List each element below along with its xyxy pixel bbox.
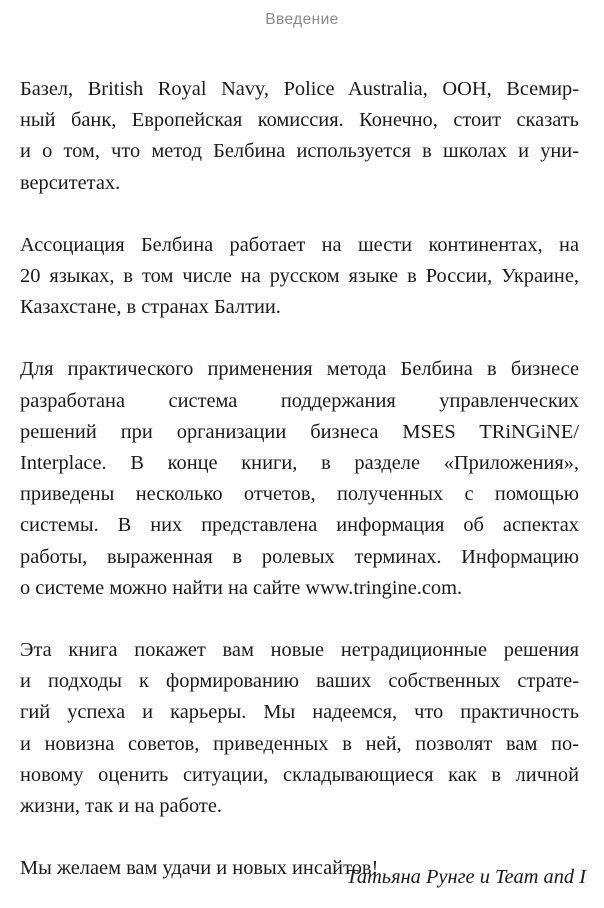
text-line: о системе можно найти на сайте www.tringine.com. <box>20 576 463 599</box>
text-line: и о том, что метод Белбина используется в школах и уни- <box>20 140 579 163</box>
text-line: решений при организации бизнеса MSES TRiNGiNE/ <box>20 420 579 443</box>
text-line: Базел, British Royal Navy, Police Australia, ООН, Всемир- <box>20 78 579 100</box>
text-line: и подходы к формированию ваших собственных страте- <box>20 670 579 693</box>
text-line: Эта книга покажет вам новые нетрадиционные решения <box>20 639 579 662</box>
text-line: новому оценить ситуации, складывающиеся как в личной <box>20 763 579 786</box>
paragraph-4 <box>20 635 579 822</box>
text-line: Ассоциация Белбина работает на шести континентах, на <box>20 233 579 256</box>
body-text <box>20 74 579 884</box>
text-line: Казахстане, в странах Балтии. <box>20 296 281 319</box>
author-signature: Татьяна Рунге и Team and I <box>346 866 586 888</box>
text-line: Мы желаем вам удачи и новых инсайтов! <box>20 857 379 880</box>
paragraph-3 <box>20 354 579 604</box>
text-line: жизни, так и на работе. <box>20 795 222 818</box>
text-line: разработана система поддержания управленческих <box>20 389 579 412</box>
paragraph-1 <box>20 74 579 199</box>
text-line: работы, выраженная в ролевых терминах. Информацию <box>20 545 579 568</box>
text-line: ный банк, Европейская комиссия. Конечно, стоит сказать <box>20 109 579 132</box>
text-line: 20 языках, в том числе на русском языке в России, Украине, <box>20 265 579 288</box>
text-line: верситетах. <box>20 171 121 194</box>
paragraph-2 <box>20 230 579 324</box>
chapter-header: Введение <box>265 11 339 28</box>
text-line: Interplace. В конце книги, в разделе «Приложения», <box>20 452 579 475</box>
text-line: системы. В них представлена информация об аспектах <box>20 514 579 537</box>
text-line: приведены несколько отчетов, полученных с помощью <box>20 483 579 506</box>
text-line: гий успеха и карьеры. Мы надеемся, что практичность <box>20 701 579 724</box>
text-line: и новизна советов, приведенных в ней, позволят вам по- <box>20 732 579 755</box>
text-line: Для практического применения метода Белбина в бизнесе <box>20 358 579 381</box>
